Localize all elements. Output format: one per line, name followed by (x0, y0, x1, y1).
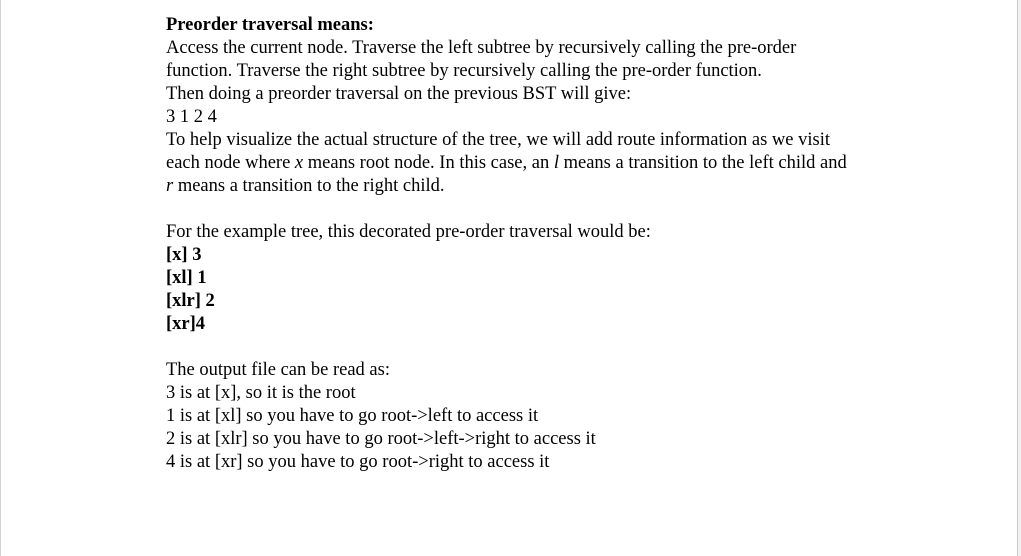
spacer (166, 198, 926, 221)
output-line: 4 is at [xr] so you have to go root->right to access it (166, 452, 550, 472)
paragraph-line: Then doing a preorder traversal on the previous BST will give: (166, 84, 632, 104)
decorated-item: [x] 3 (166, 245, 202, 265)
paragraph-line: Access the current node. Traverse the left subtree by recursively calling the pre-order (166, 38, 797, 58)
spacer (166, 336, 926, 359)
decorated-item: [xl] 1 (166, 268, 207, 288)
italic-l: l (553, 153, 559, 173)
document-body (166, 14, 926, 474)
paragraph-line (166, 152, 926, 175)
italic-r: r (166, 176, 174, 196)
paragraph-line (166, 175, 926, 198)
text-fragment: means a transition to the left child and (559, 153, 847, 173)
output-intro: The output file can be read as: (166, 360, 390, 380)
text-fragment: means a transition to the right child. (173, 176, 445, 196)
text-fragment: each node where (166, 153, 295, 173)
text-fragment: means root node. In this case, an (303, 153, 554, 173)
decorated-item: [xlr] 2 (166, 291, 215, 311)
traversal-result: 3 1 2 4 (166, 107, 217, 127)
decorated-item: [xr]4 (166, 314, 206, 334)
italic-x: x (294, 153, 304, 173)
paragraph-line: To help visualize the actual structure of the tree, we will add route information as we visit (166, 130, 830, 150)
output-line: 3 is at [x], so it is the root (166, 383, 356, 403)
paragraph-line: function. Traverse the right subtree by recursively calling the pre-order function. (166, 61, 762, 81)
output-line: 2 is at [xlr] so you have to go root->left->right to access it (166, 429, 596, 449)
example-intro: For the example tree, this decorated pre-order traversal would be: (166, 222, 651, 242)
heading: Preorder traversal means: (166, 15, 374, 35)
output-line: 1 is at [xl] so you have to go root->left to access it (166, 406, 539, 426)
